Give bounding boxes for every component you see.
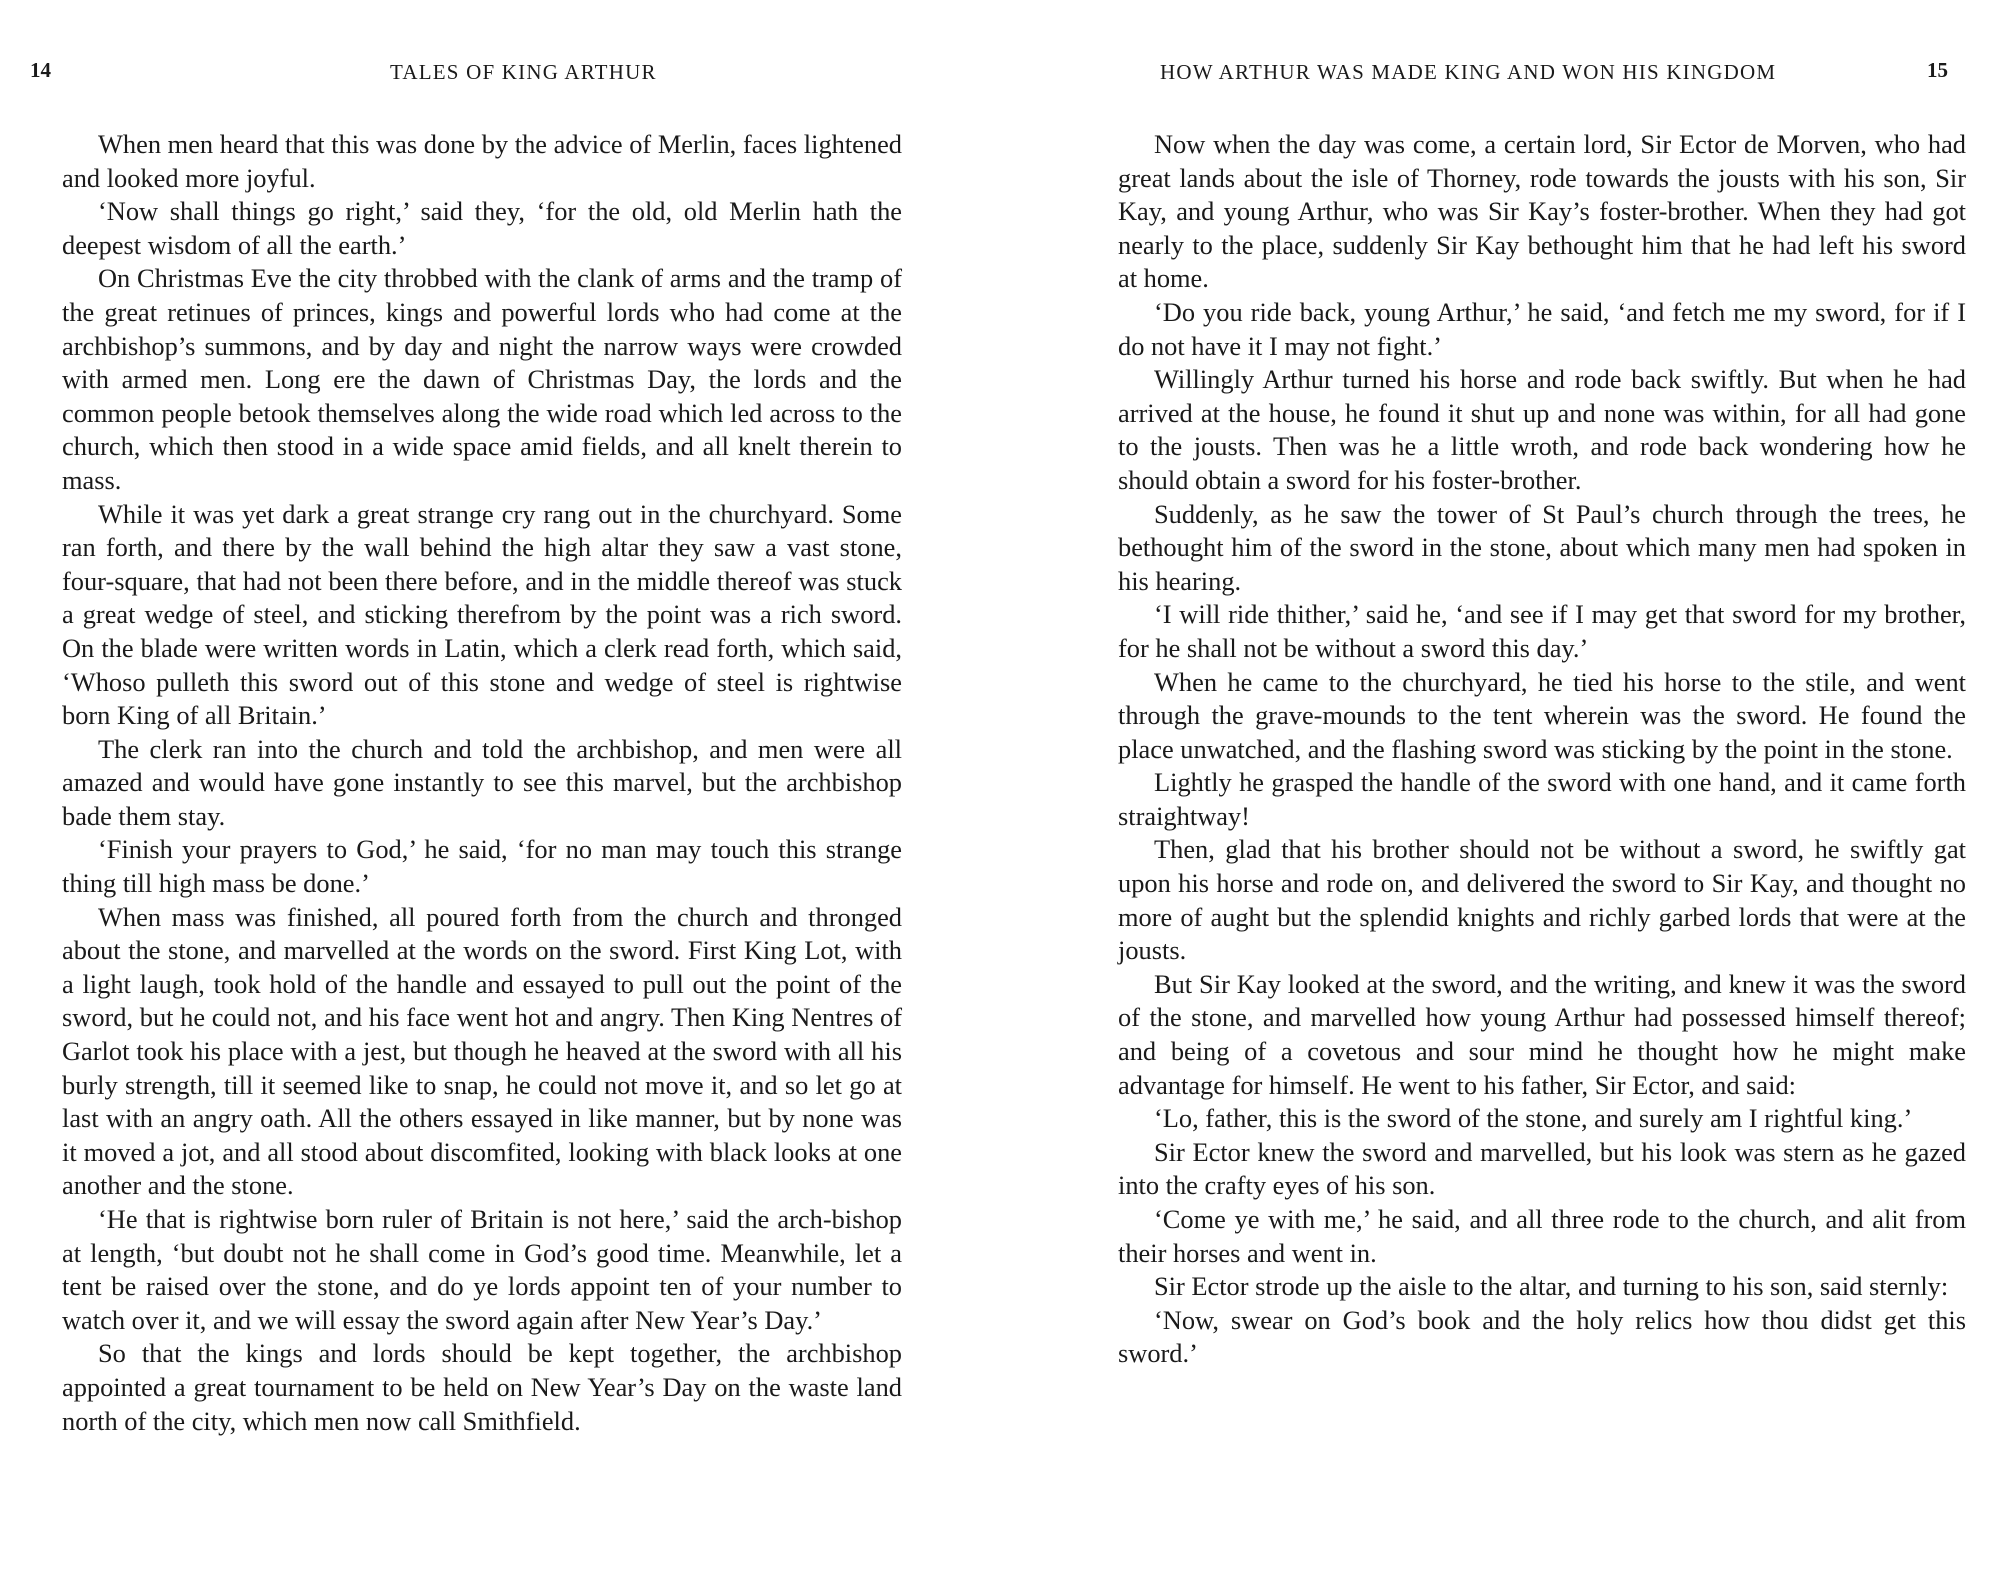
- paragraph: Willingly Arthur turned his horse and rode back swiftly. But when he had arrived at the house, he found it shut up and none was within, for all had gone to the jousts. Then was he a little wroth, and rode back wondering how he should obtain a sword for his foster-brother.: [1118, 364, 1966, 495]
- paragraph: The clerk ran into the church and told the archbishop, and men were all amazed and would have gone instantly to see this marvel, but the archbishop bade them stay.: [62, 733, 902, 831]
- paragraph: When he came to the churchyard, he tied his horse to the stile, and went through the grave-mounds to the tent wherein was the sword. He found the place unwatched, and the flashing sword was sticking by the point in the stone.: [1118, 666, 1966, 764]
- paragraph: ‘I will ride thither,’ said he, ‘and see if I may get that sword for my brother, for he shall not be without a sword this day.’: [1118, 599, 1966, 663]
- paragraph: Suddenly, as he saw the tower of St Paul’s church through the trees, he bethought him of the sword in the stone, about which many men had spoken in his hearing.: [1118, 498, 1966, 596]
- paragraph: ‘Finish your prayers to God,’ he said, ‘for no man may touch this strange thing till high mass be done.’: [62, 834, 902, 899]
- paragraph: ‘Lo, father, this is the sword of the stone, and surely am I rightful king.’: [1154, 1103, 1913, 1134]
- paragraph: ‘Do you ride back, young Arthur,’ he said, ‘and fetch me my sword, for if I do not have it I may not fight.’: [1118, 296, 1966, 361]
- paragraph: On Christmas Eve the city throbbed with the clank of arms and the tramp of the great retinues of princes, kings and powerful lords who had come at the archbishop’s summons, and by day and night the narrow ways were crowded with armed men. Long ere the dawn of Christmas Day, the lords and the common people betook themselves along the wide road which led across to the church, which then stood in a wide space amid fields, and all knelt therein to mass.: [62, 263, 902, 495]
- paragraph: When men heard that this was done by the advice of Merlin, faces lightened and looked more joyful.: [62, 129, 902, 193]
- paragraph: ‘Come ye with me,’ he said, and all three rode to the church, and alit from their horses and went in.: [1118, 1204, 1966, 1268]
- paragraph: Then, glad that his brother should not be without a sword, he swiftly gat upon his horse and rode on, and delivered the sword to Sir Kay, and thought no more of aught but the splendid knights and richly garbed lords that were at the jousts.: [1118, 834, 1966, 966]
- paragraph: ‘He that is rightwise born ruler of Britain is not here,’ said the arch-bishop at length, ‘but doubt not he shall come in God’s good time. Meanwhile, let a tent be raised over the stone, and do ye lords appoint ten of your number to watch over it, and we will essay the sword again after New Year’s Day.’: [62, 1204, 902, 1335]
- paragraph: Sir Ector knew the sword and marvelled, but his look was stern as he gazed into the crafty eyes of his son.: [1118, 1136, 1966, 1201]
- running-head: HOW ARTHUR WAS MADE KING AND WON HIS KINGDOM: [1160, 60, 1777, 84]
- running-head: TALES OF KING ARTHUR: [390, 60, 657, 84]
- paragraph: Lightly he grasped the handle of the sword with one hand, and it came forth straightway!: [1118, 767, 1966, 831]
- paragraph: Sir Ector strode up the aisle to the altar, and turning to his son, said sternly:: [1154, 1271, 1949, 1302]
- right-page: [1000, 0, 2000, 1582]
- page-number: 14: [30, 58, 51, 82]
- paragraph: ‘Now, swear on God’s book and the holy relics how thou didst get this sword.’: [1118, 1304, 1966, 1369]
- paragraph: Now when the day was come, a certain lord, Sir Ector de Morven, who had great lands about the isle of Thorney, rode towards the jousts with his son, Sir Kay, and young Arthur, who was Sir Kay’s foster-brother. When they had got nearly to the place, suddenly Sir Kay bethought him that he had left his sword at home.: [1118, 129, 1966, 294]
- body-text: [62, 128, 902, 1438]
- paragraph: When mass was finished, all poured forth from the church and thronged about the stone, and marvelled at the words on the sword. First King Lot, with a light laugh, took hold of the handle and essayed to pull out the point of the sword, but he could not, and his face went hot and angry. Then King Nentres of Garlot took his place with a jest, but though he heaved at the sword with all his burly strength, till it seemed like to snap, he could not move it, and so let go at last with an angry oath. All the others essayed in like manner, but by none was it moved a jot, and all stood about discomfited, looking with black looks at one another and the stone.: [62, 901, 902, 1201]
- paragraph: But Sir Kay looked at the sword, and the writing, and knew it was the sword of the stone, and marvelled how young Arthur had possessed himself thereof; and being of a covetous and sour mind he thought how he might make advantage for himself. He went to his father, Sir Ector, and said:: [1118, 968, 1966, 1100]
- paragraph: ‘Now shall things go right,’ said they, ‘for the old, old Merlin hath the deepest wisdom of all the earth.’: [62, 196, 902, 260]
- page-number: 15: [1927, 58, 1948, 82]
- paragraph: While it was yet dark a great strange cry rang out in the churchyard. Some ran forth, and there by the wall behind the high altar they saw a vast stone, four-square, that had not been there before, and in the middle thereof was stuck a great wedge of steel, and sticking therefrom by the point was a rich sword. On the blade were written words in Latin, which a clerk read forth, which said, ‘Whoso pulleth this sword out of this stone and wedge of steel is rightwise born King of all Britain.’: [62, 498, 902, 731]
- paragraph: So that the kings and lords should be kept together, the archbishop appointed a great tournament to be held on New Year’s Day on the waste land north of the city, which men now call Smithfield.: [62, 1338, 902, 1436]
- body-text: [1118, 128, 1966, 1371]
